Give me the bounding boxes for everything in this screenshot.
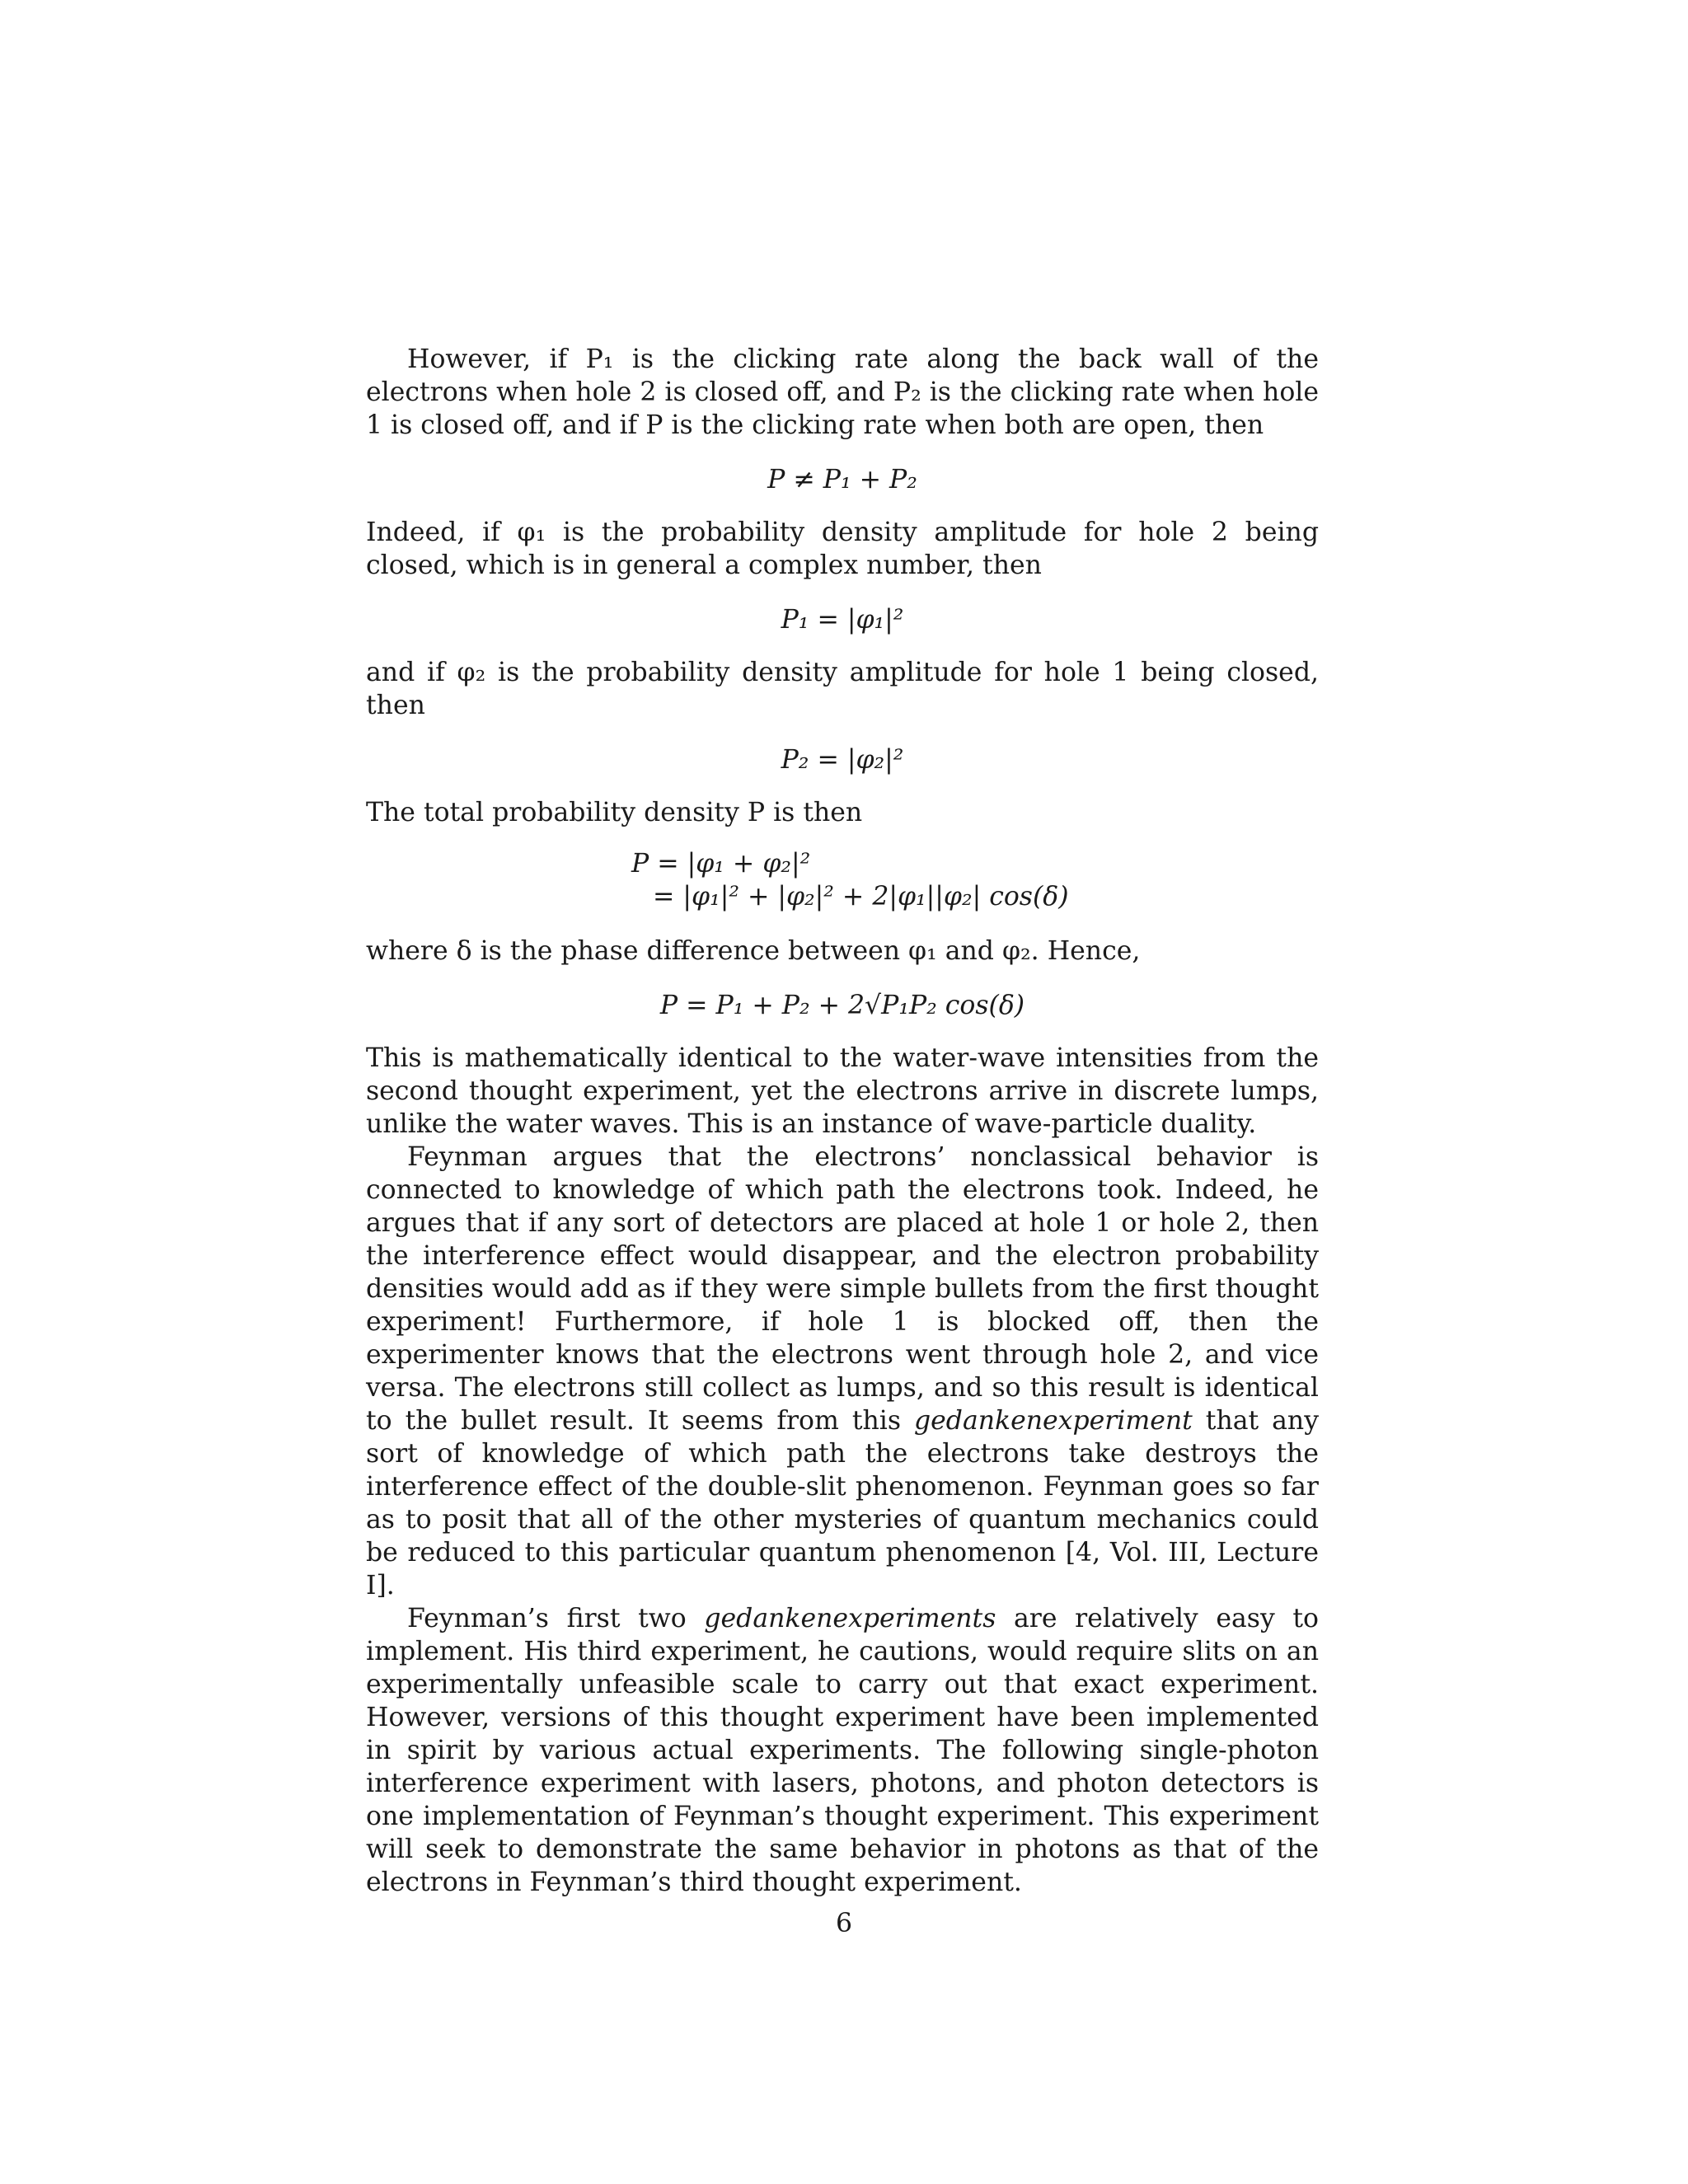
equation-interference: P = P₁ + P₂ + 2√P₁P₂ cos(δ) [659,991,1025,1020]
paragraph-wave-particle: This is mathematically identical to the water-wave intensities from the second thought experiment, yet the electrons arrive in discrete lumps, unlike the water waves. This is an instance of wave-particle duality. [366,1043,1319,1139]
paragraph-feynman-which-path [366,1141,1319,1602]
paragraph-feynman-which-path-end: that any sort of knowledge of which path the electrons take destroys the interference effect of the double-slit phenomenon. Feynman goes so far as to posit that all of the other mysteries of quantum mechanics could be reduced to this particular quantum phenomenon [4, Vol. III, Lecture I]. [366,1406,1320,1601]
emphasis-gedankenexperiments: gedankenexperiments [704,1604,996,1633]
paragraph-implementation-start: Feynman’s first two [407,1604,705,1633]
paragraph-phase-difference: where δ is the phase difference between φ₁ and φ₂. Hence, [366,936,1141,966]
emphasis-gedankenexperiment: gedankenexperiment [913,1406,1193,1436]
paragraph-implementation [366,1602,1319,1899]
equation-p2: P₂ = |φ₂|² [781,745,904,775]
paragraph-implementation-end: are relatively easy to implement. His third experiment, he cautions, would require slits on an experimentally unfeasible scale to carry out that exact experiment. However, versions of this thought experiment have been implemented in spirit by various actual experiments. The following single-photon interference experiment with lasers, photons, and photon detectors is one implementation of Feynman’s thought experiment. This experiment will seek to demonstrate the same behavior in photons as that of the electrons in Feynman’s third thought experiment. [366,1604,1319,1897]
page-body [366,343,1319,1899]
equation-p1: P₁ = |φ₁|² [781,605,904,635]
equation-total-line-2: = |φ₁|² + |φ₂|² + 2|φ₁||φ₂| cos(δ) [653,882,1069,912]
paragraph-intro: However, if P₁ is the clicking rate along the back wall of the electrons when hole 2 is closed off, and P₂ is the clicking rate when hole 1 is closed off, and if P is the clicking rate when both are open, then [366,344,1319,440]
paragraph-feynman-which-path-start: Feynman argues that the electrons’ nonclassical behavior is connected to knowledge of which path the electrons took. Indeed, he argues that if any sort of detectors are placed at hole 1 or hole 2, then the interference effect would disappear, and the electron probability densities would add as if they were simple bullets from the first thought experiment! Furthermore, if hole 1 is blocked off, then the experimenter knows that the electrons went through hole 2, and vice versa. The electrons still collect as lumps, and so this result is identical to the bullet result. It seems from this [366,1142,1319,1436]
equation-total-density [366,847,1319,913]
paragraph-amplitude-1: Indeed, if φ₁ is the probability density amplitude for hole 2 being closed, which is in general a complex number, then [366,518,1319,580]
equation-inequality: P ≠ P₁ + P₂ [767,465,917,494]
paragraph-amplitude-2: and if φ₂ is the probability density amplitude for hole 1 being closed, then [366,658,1319,720]
paragraph-total-density: The total probability density P is then [366,798,863,827]
equation-total-line-1: P = |φ₁ + φ₂|² [631,849,811,879]
page-number: 6 [835,1909,853,1938]
